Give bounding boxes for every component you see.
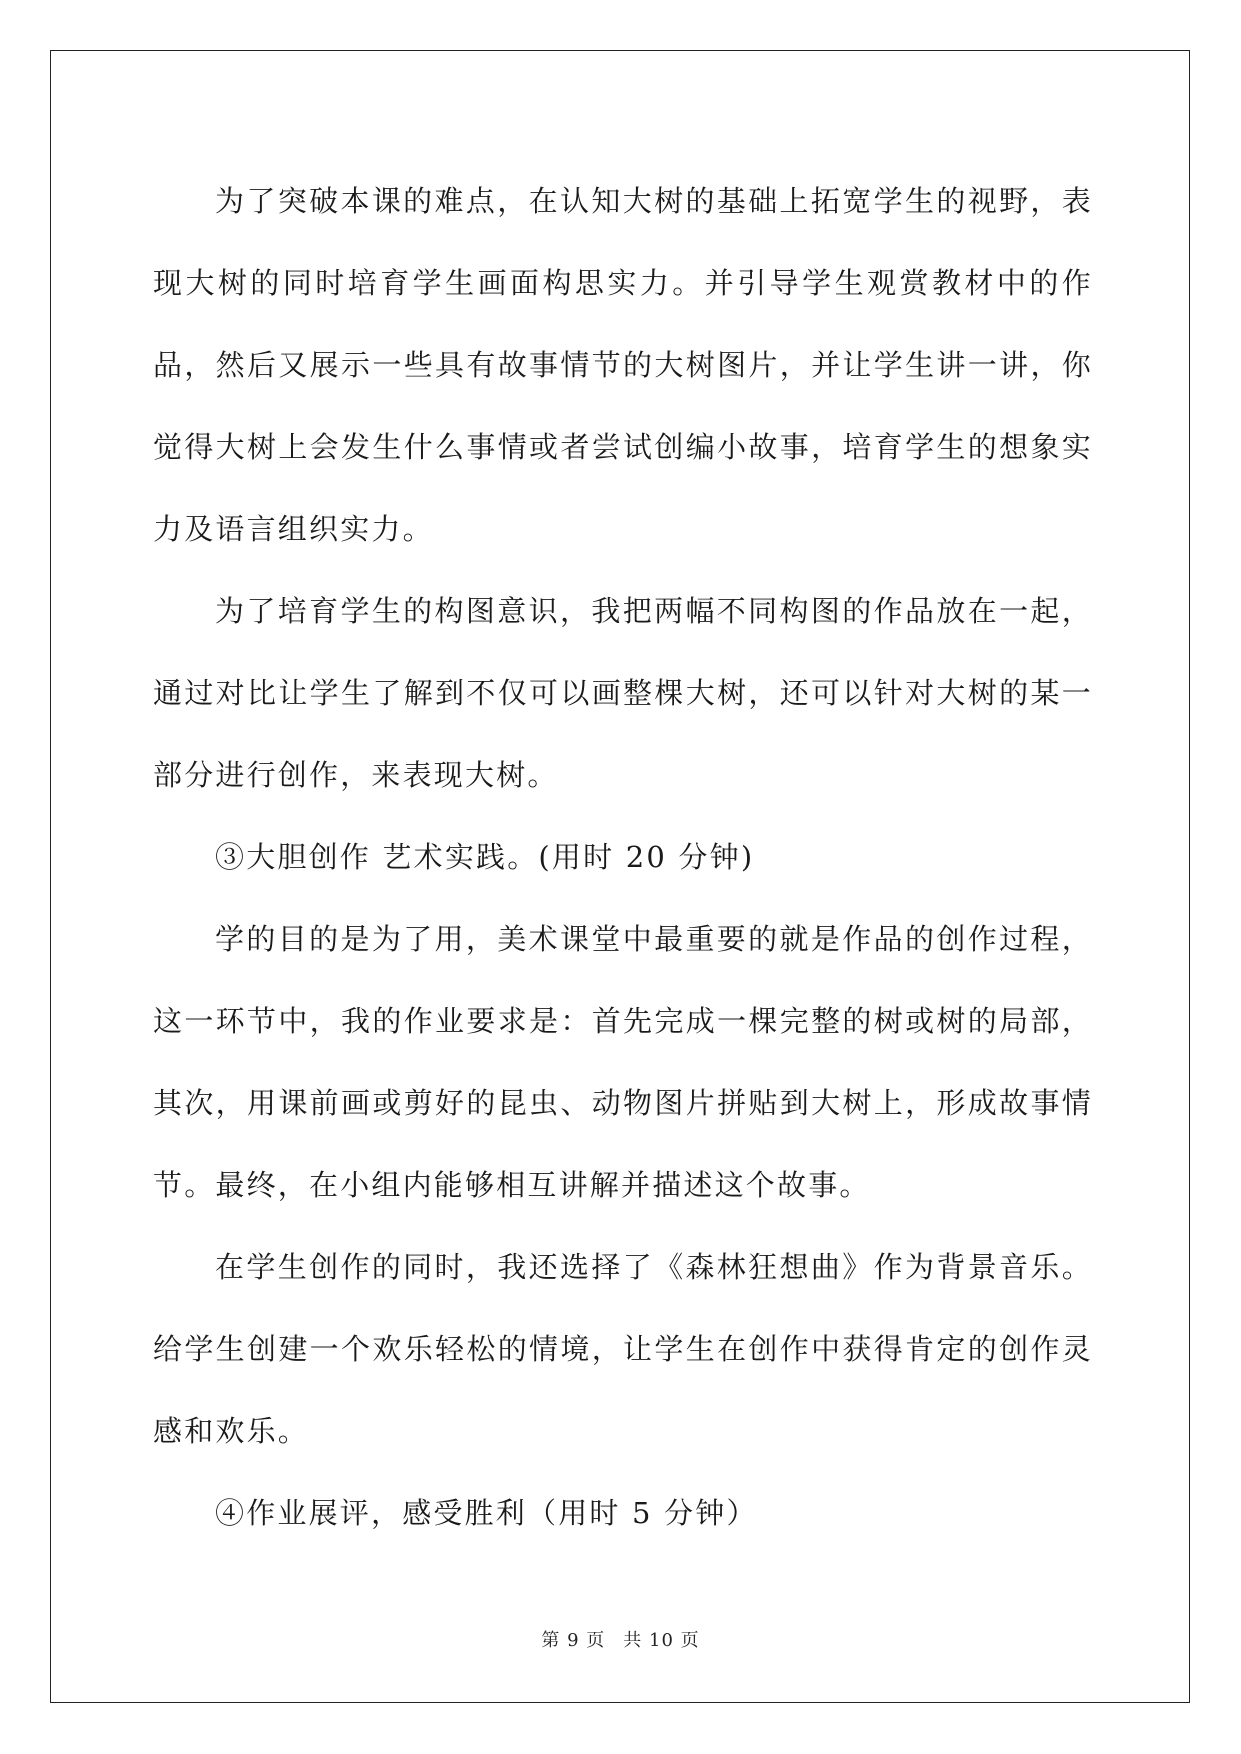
page-total: 共 10 页 <box>623 1630 700 1651</box>
page-number: 第 9 页 <box>541 1630 606 1651</box>
paragraph: 在学生创作的同时，我还选择了《森林狂想曲》作为背景音乐。给学生创建一个欢乐轻松的情境，让学生在创作中获得肯定的创作灵感和欢乐。 <box>153 1250 1093 1448</box>
document-body <box>153 160 1093 1554</box>
paragraph: 为了培育学生的构图意识，我把两幅不同构图的作品放在一起，通过对比让学生了解到不仅可以画整棵大树，还可以针对大树的某一部分进行创作，来表现大树。 <box>153 594 1093 792</box>
section-heading: ④作业展评，感受胜利（用时 5 分钟） <box>215 1496 758 1530</box>
page-footer <box>0 1626 1241 1652</box>
paragraph: 学的目的是为了用，美术课堂中最重要的就是作品的创作过程，这一环节中，我的作业要求是：首先完成一棵完整的树或树的局部，其次，用课前画或剪好的昆虫、动物图片拼贴到大树上，形成故事情节。最终，在小组内能够相互讲解并描述这个故事。 <box>153 922 1093 1202</box>
section-heading: ③大胆创作 艺术实践。(用时 20 分钟) <box>215 840 755 874</box>
paragraph: 为了突破本课的难点，在认知大树的基础上拓宽学生的视野，表现大树的同时培育学生画面构思实力。并引导学生观赏教材中的作品，然后又展示一些具有故事情节的大树图片，并让学生讲一讲，你觉得大树上会发生什么事情或者尝试创编小故事，培育学生的想象实力及语言组织实力。 <box>153 184 1093 546</box>
